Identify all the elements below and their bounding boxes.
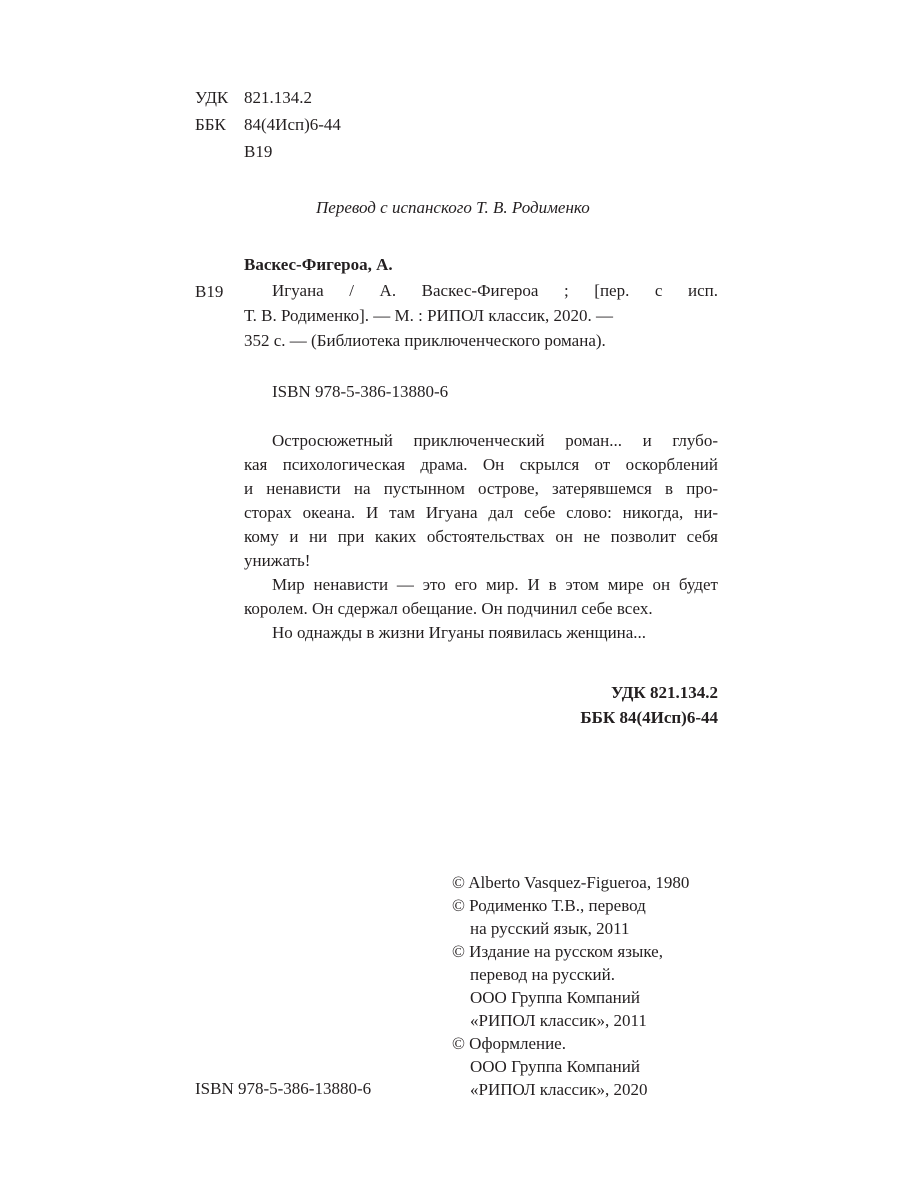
bbk-label: ББК [195, 115, 226, 134]
annotation-line: и ненависти на пустынном острове, затерявшемся в про- [244, 479, 718, 498]
annotation-line: кая психологическая драма. Он скрылся от оскорблений [244, 455, 718, 474]
author-mark: В19 [244, 142, 273, 161]
translation-note: Перевод с испанского Т. В. Родименко [316, 198, 590, 217]
bibliographic-mark: В19 [195, 282, 224, 301]
copyright-line: ООО Группа Компаний [470, 988, 640, 1007]
description-line: 352 с. — (Библиотека приключенческого романа). [244, 331, 606, 350]
copyright-line: «РИПОЛ классик», 2020 [470, 1080, 648, 1099]
bbk-right: ББК 84(4Исп)6-44 [580, 708, 718, 727]
isbn-record: ISBN 978-5-386-13880-6 [272, 382, 449, 401]
annotation-line: унижать! [244, 551, 311, 570]
annotation-line: Остросюжетный приключенческий роман... и глубо- [272, 431, 718, 450]
copyright-line: перевод на русский. [470, 965, 615, 984]
udk-value: 821.134.2 [244, 88, 312, 107]
copyright-line: © Издание на русском языке, [452, 942, 663, 961]
udk-right: УДК 821.134.2 [610, 683, 718, 702]
copyright-line: © Оформление. [452, 1034, 566, 1053]
copyright-line: ООО Группа Компаний [470, 1057, 640, 1076]
copyright-line: © Родименко Т.В., перевод [452, 896, 646, 915]
annotation-line: Мир ненависти — это его мир. И в этом мире он будет [272, 575, 718, 594]
annotation-line: кому и ни при каких обстоятельствах он не позволит себя [244, 527, 718, 546]
author-heading: Васкес-Фигероа, А. [244, 255, 393, 274]
description-line: Игуана / А. Васкес-Фигероа ; [пер. с исп. [272, 281, 718, 300]
description-line: Т. В. Родименко]. — М. : РИПОЛ классик, 2020. — [244, 306, 614, 325]
annotation-line: Но однажды в жизни Игуаны появилась женщина... [272, 623, 647, 642]
annotation-line: сторах океана. И там Игуана дал себе слово: никогда, ни- [244, 503, 718, 522]
copyright-line: © Alberto Vasquez-Figueroa, 1980 [452, 873, 690, 892]
footer-isbn: ISBN 978-5-386-13880-6 [195, 1079, 372, 1098]
udk-label: УДК [195, 88, 229, 107]
copyright-line: «РИПОЛ классик», 2011 [470, 1011, 647, 1030]
annotation-line: королем. Он сдержал обещание. Он подчинил себе всех. [244, 599, 653, 618]
bbk-value: 84(4Исп)6-44 [244, 115, 341, 134]
copyright-line: на русский язык, 2011 [470, 919, 630, 938]
